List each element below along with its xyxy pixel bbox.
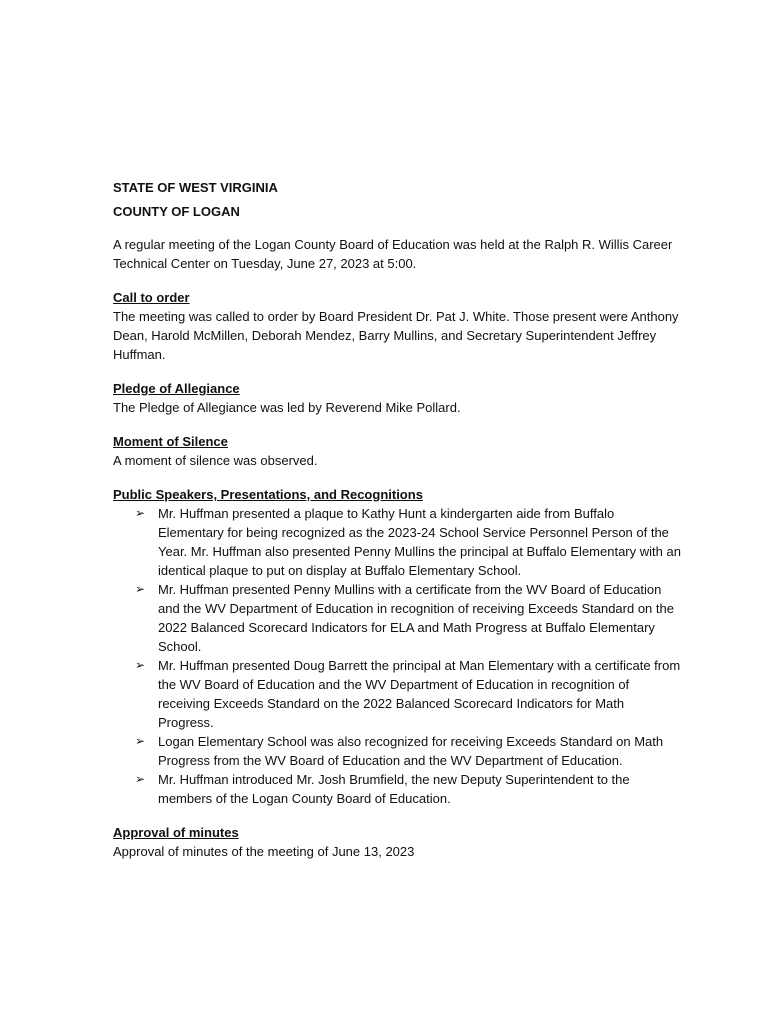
county-heading: COUNTY OF LOGAN	[113, 204, 240, 219]
intro-paragraph: A regular meeting of the Logan County Board of Education was held at the Ralph R. Willis Career Technical Center on Tuesday, June 27, 2023 at 5:00.	[113, 237, 673, 271]
approval-of-minutes-body: Approval of minutes of the meeting of June 13, 2023	[113, 844, 415, 859]
pledge-body: The Pledge of Allegiance was led by Reverend Mike Pollard.	[113, 400, 461, 415]
recognitions-list	[113, 504, 683, 808]
list-item-text: Mr. Huffman presented Doug Barrett the principal at Man Elementary with a certificate from the WV Board of Education and the WV Department of Education in recognition of receiving Exceeds Standard on the 2022 Balanced Scorecard Indicators for Math Progress.	[158, 658, 681, 730]
moment-of-silence-section	[113, 432, 683, 470]
arrow-bullet-icon: ➢	[135, 582, 146, 596]
list-item-text: Logan Elementary School was also recognized for receiving Exceeds Standard on Math Progress from the WV Board of Education and the WV Department of Education.	[158, 734, 664, 768]
list-item	[113, 580, 683, 656]
arrow-bullet-icon: ➢	[135, 506, 146, 520]
call-to-order-section	[113, 288, 683, 364]
approval-of-minutes-section	[113, 823, 683, 861]
public-speakers-title: Public Speakers, Presentations, and Recognitions	[113, 487, 423, 502]
arrow-bullet-icon: ➢	[135, 772, 146, 786]
arrow-bullet-icon: ➢	[135, 658, 146, 672]
pledge-title: Pledge of Allegiance	[113, 381, 240, 396]
pledge-section	[113, 379, 683, 417]
list-item-text: Mr. Huffman introduced Mr. Josh Brumfield, the new Deputy Superintendent to the members of the Logan County Board of Education.	[158, 772, 630, 806]
arrow-bullet-icon: ➢	[135, 734, 146, 748]
approval-of-minutes-title: Approval of minutes	[113, 825, 239, 840]
document-page	[113, 178, 683, 861]
moment-of-silence-title: Moment of Silence	[113, 434, 228, 449]
public-speakers-section	[113, 485, 683, 808]
list-item	[113, 656, 683, 732]
list-item	[113, 504, 683, 580]
moment-of-silence-body: A moment of silence was observed.	[113, 453, 318, 468]
call-to-order-title: Call to order	[113, 290, 190, 305]
state-heading: STATE OF WEST VIRGINIA	[113, 180, 278, 195]
list-item	[113, 732, 683, 770]
list-item-text: Mr. Huffman presented a plaque to Kathy Hunt a kindergarten aide from Buffalo Elementary for being recognized as the 2023-24 School Service Personnel Person of the Year. Mr. Huffman also presented Penny Mullins the principal at Buffalo Elementary with an identical plaque to put on display at Buffalo Elementary School.	[158, 506, 681, 578]
list-item-text: Mr. Huffman presented Penny Mullins with a certificate from the WV Board of Education and the WV Department of Education in recognition of receiving Exceeds Standard on the 2022 Balanced Scorecard Indicators for ELA and Math Progress at Buffalo Elementary School.	[158, 582, 674, 654]
call-to-order-body: The meeting was called to order by Board President Dr. Pat J. White. Those present were Anthony Dean, Harold McMillen, Deborah Mendez, Barry Mullins, and Secretary Superintendent Jeffrey Huffman.	[113, 309, 679, 362]
list-item	[113, 770, 683, 808]
